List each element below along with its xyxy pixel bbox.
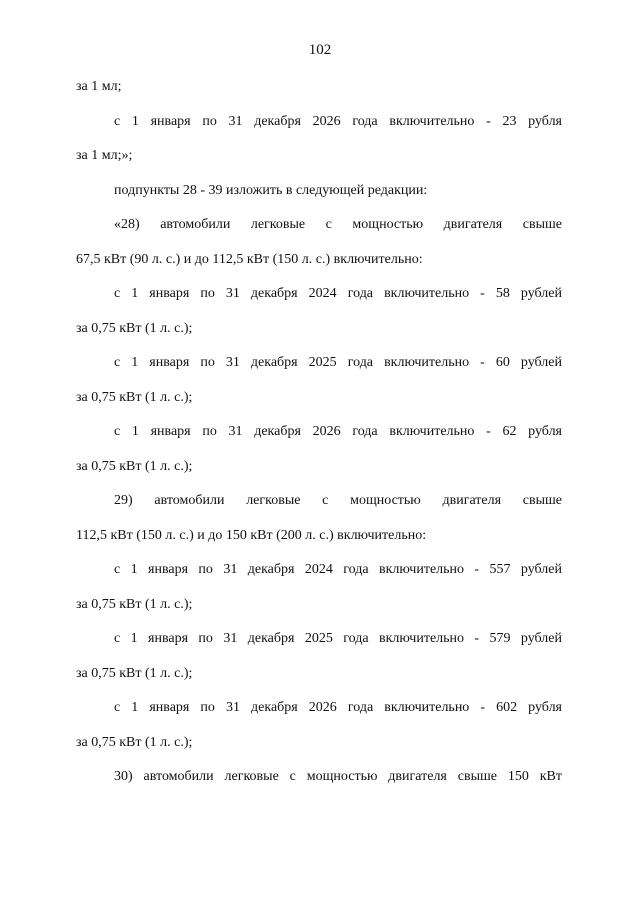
text-line: за 0,75 кВт (1 л. с.); <box>76 596 193 612</box>
text-line: за 0,75 кВт (1 л. с.); <box>76 665 193 681</box>
text-line: с 1 января по 31 декабря 2026 года включительно - 62 рубля <box>114 424 562 439</box>
text-line: 67,5 кВт (90 л. с.) и до 112,5 кВт (150 л. с.) включительно: <box>76 251 423 267</box>
text-line: «28) автомобили легковые с мощностью двигателя свыше <box>114 217 562 232</box>
text-line: за 1 мл;»; <box>76 148 133 163</box>
text-line: за 0,75 кВт (1 л. с.); <box>76 320 193 336</box>
text-line: с 1 января по 31 декабря 2024 года включительно - 58 рублей <box>114 286 562 301</box>
text-line: 112,5 кВт (150 л. с.) и до 150 кВт (200 л. с.) включительно: <box>76 527 427 543</box>
text-line: за 0,75 кВт (1 л. с.); <box>76 734 193 750</box>
text-line: за 0,75 кВт (1 л. с.); <box>76 389 193 405</box>
text-line: за 1 мл; <box>76 79 122 94</box>
text-line: с 1 января по 31 декабря 2024 года включительно - 557 рублей <box>114 562 562 577</box>
text-line: с 1 января по 31 декабря 2025 года включительно - 579 рублей <box>114 631 562 646</box>
text-line: за 0,75 кВт (1 л. с.); <box>76 458 193 474</box>
text-line: с 1 января по 31 декабря 2026 года включительно - 23 рубля <box>114 113 562 129</box>
text-line: с 1 января по 31 декабря 2025 года включительно - 60 рублей <box>114 355 562 370</box>
text-line: 29) автомобили легковые с мощностью двигателя свыше <box>114 493 562 508</box>
page-number: 102 <box>308 42 332 58</box>
text-line: с 1 января по 31 декабря 2026 года включительно - 602 рубля <box>114 700 562 715</box>
text-line: 30) автомобили легковые с мощностью двигателя свыше 150 кВт <box>114 769 562 784</box>
document-body <box>76 70 562 795</box>
text-line: подпункты 28 - 39 изложить в следующей редакции: <box>114 182 428 198</box>
